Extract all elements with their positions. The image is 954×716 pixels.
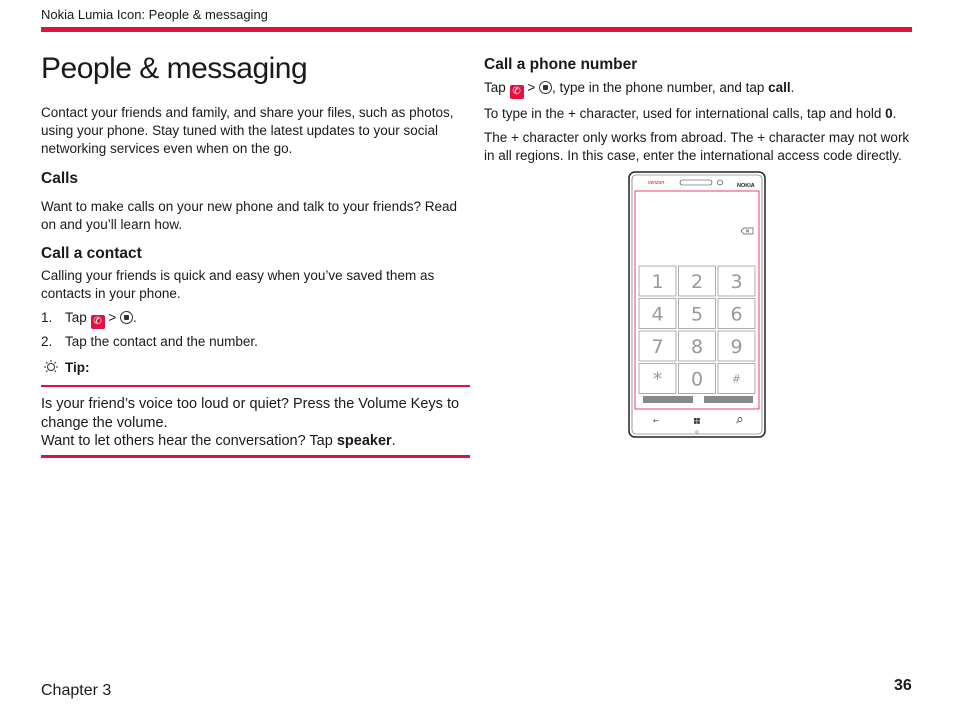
keypad-key-label: # <box>731 372 742 386</box>
call-number-paragraph-1 <box>484 79 914 99</box>
phone-icon: ✆ <box>91 315 105 329</box>
call-keyword: call <box>768 80 791 95</box>
calls-heading: Calls <box>41 170 79 187</box>
tip-line-1: Is your friend’s voice too loud or quiet? Press the Volume Keys to change the volume. <box>41 396 460 431</box>
keypad-key-label: 1 <box>651 271 664 293</box>
p1-pre: Tap <box>484 80 506 95</box>
p1-post: . <box>790 80 795 95</box>
keypad-key-label: * <box>652 368 663 391</box>
keypad-key-label: 5 <box>690 303 704 326</box>
keypad-key-label: 6 <box>730 303 743 326</box>
running-header: Nokia Lumia Icon: People & messaging <box>41 7 268 22</box>
step-text-pre: Tap <box>65 310 87 325</box>
call-number-paragraph-3: The + character only works from abroad. The + character may not work in all regions. In this case, enter the international access code directly. <box>484 130 910 163</box>
p2-post: . <box>892 106 897 121</box>
keypad-icon <box>539 81 552 94</box>
keypad-key-label: 3 <box>730 271 743 293</box>
lightbulb-icon <box>41 359 61 375</box>
footer-chapter: Chapter 3 <box>41 682 112 699</box>
left-column <box>41 104 466 458</box>
keypad-key-label: 9 <box>730 336 743 358</box>
step-number: 1. <box>41 310 53 325</box>
speaker-keyword: speaker <box>336 433 392 449</box>
step-separator: > <box>108 310 117 325</box>
list-item <box>41 333 466 351</box>
p1-separator: > <box>527 80 536 95</box>
keypad-icon <box>120 311 133 324</box>
page-title: People & messaging <box>41 52 308 85</box>
call-contact-steps <box>41 309 466 351</box>
page-number: 36 <box>894 677 912 694</box>
back-icon: ← <box>653 417 659 425</box>
intro-paragraph: Contact your friends and family, and share your files, such as photos, using your phone. Stay tuned with the latest updates to your social networking services even when on the go. <box>41 105 454 156</box>
zero-keyword: 0 <box>885 106 893 121</box>
step-number: 2. <box>41 334 53 349</box>
keypad-key-label: 8 <box>690 336 704 358</box>
right-column <box>484 56 914 171</box>
calls-paragraph: Want to make calls on your new phone and talk to your friends? Read on and you’ll learn how. <box>41 199 457 232</box>
call-number-heading: Call a phone number <box>484 56 638 73</box>
step-text: Tap the contact and the number. <box>65 334 258 349</box>
list-item <box>41 309 466 329</box>
call-number-paragraph-2 <box>484 105 914 123</box>
softkey-left <box>643 396 693 403</box>
phone-illustration <box>628 171 766 438</box>
tip-label-row <box>41 359 466 375</box>
brand-logo: NOKIA <box>737 183 755 189</box>
p2-pre: To type in the + character, used for international calls, tap and hold <box>484 106 886 121</box>
tip-box <box>41 385 470 458</box>
tip-label: Tip: <box>65 359 90 375</box>
tip-line-2-post: . <box>391 433 396 449</box>
keypad-key-label: 2 <box>690 271 704 293</box>
step-text <box>65 309 137 329</box>
carrier-logo: verizon <box>648 180 665 186</box>
softkey-right <box>704 396 753 403</box>
keypad-key-label: 4 <box>651 303 664 326</box>
header-rule <box>41 27 912 32</box>
phone-icon: ✆ <box>510 85 524 99</box>
p1-mid: , type in the phone number, and tap <box>551 80 769 95</box>
step-text-post: . <box>132 310 137 325</box>
keypad-key-label: 0 <box>690 368 704 391</box>
tip-line-2 <box>41 432 470 451</box>
call-contact-heading: Call a contact <box>41 245 142 262</box>
keypad-key-label: 7 <box>651 336 664 358</box>
call-contact-paragraph: Calling your friends is quick and easy when you’ve saved them as contacts in your phone. <box>41 268 435 301</box>
tip-line-2-pre: Want to let others hear the conversation? Tap <box>41 433 337 449</box>
